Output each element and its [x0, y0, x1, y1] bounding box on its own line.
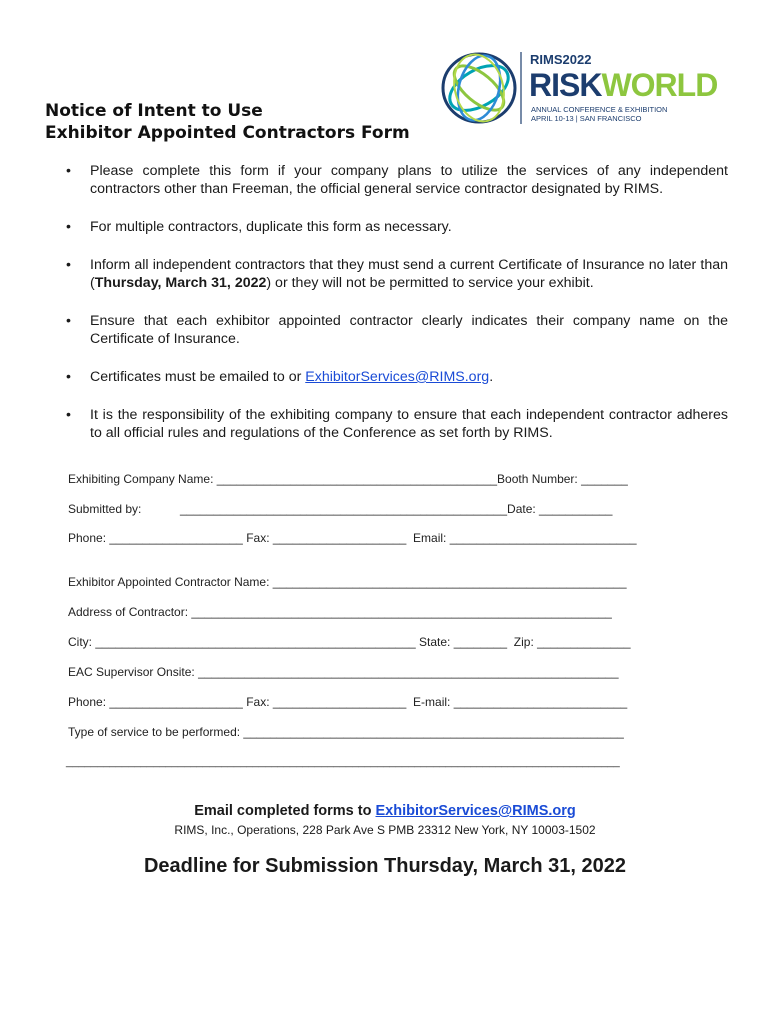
instructions-list	[66, 162, 728, 462]
logo-subtitle: ANNUAL CONFERENCE & EXHIBITION APRIL 10-13 | SAN FRANCISCO	[531, 105, 668, 123]
title-line-2: Exhibitor Appointed Contractors Form	[45, 123, 410, 143]
city-state-zip-row[interactable]: City: ________________________________________________ State: ________ Zip: ______________	[68, 635, 631, 649]
list-item: • Inform all independent contractors that they must send a current Certificate of Insurance no later than (Thursday, March 31, 2022) or they will not be permitted to service your exhibit.	[66, 256, 728, 292]
submitted-by-field[interactable]: _________________________________________________Date: ___________	[180, 502, 613, 516]
rims-2022-label: RIMS2022	[530, 52, 592, 67]
list-item: • Ensure that each exhibitor appointed contractor clearly indicates their company name on the Certificate of Insurance.	[66, 312, 728, 348]
service-extra-line[interactable]: _________________________________________________________________________________________	[66, 756, 620, 768]
riskworld-logo	[441, 48, 741, 128]
submit-email-line: Email completed forms to ExhibitorServices@RIMS.org	[194, 803, 576, 819]
list-item: • Certificates must be emailed to or ExhibitorServices@RIMS.org.	[66, 368, 728, 386]
deadline-heading: Deadline for Submission Thursday, March 31, 2022	[143, 855, 626, 877]
address-field[interactable]: Address of Contractor: _______________________________________________________________	[68, 605, 612, 619]
list-item: • It is the responsibility of the exhibiting company to ensure that each independent contractor adheres to all official rules and regulations of the Conference as set forth by RIMS.	[66, 406, 728, 442]
service-type-field[interactable]: Type of service to be performed: _________________________________________________________	[68, 725, 624, 739]
riskworld-wordmark: RISKWORLD	[529, 67, 718, 103]
supervisor-field[interactable]: EAC Supervisor Onsite: _______________________________________________________________	[68, 665, 619, 679]
page-title	[45, 100, 410, 144]
contractor-contact-row[interactable]: Phone: ____________________ Fax: ____________________ E-mail: __________________________	[68, 695, 628, 709]
list-item: • For multiple contractors, duplicate this form as necessary.	[66, 218, 728, 236]
exhibitor-services-email-link[interactable]: ExhibitorServices@RIMS.org	[305, 369, 490, 385]
eac-name-field[interactable]: Exhibitor Appointed Contractor Name: _____________________________________________________	[68, 575, 627, 589]
submitted-by-label: Submitted by:	[68, 502, 142, 516]
list-item: • Please complete this form if your company plans to utilize the services of any independent contractors other than Freeman, the official general service contractor designated by RIMS.	[66, 162, 728, 198]
mailing-address: RIMS, Inc., Operations, 228 Park Ave S PMB 23312 New York, NY 10003-1502	[174, 823, 596, 837]
contact-row[interactable]: Phone: ____________________ Fax: ____________________ Email: ____________________________	[68, 531, 637, 545]
submit-email-link[interactable]: ExhibitorServices@RIMS.org	[375, 803, 576, 819]
title-line-1: Notice of Intent to Use	[45, 101, 263, 121]
company-name-field[interactable]: Exhibiting Company Name: __________________________________________Booth Number: _______	[68, 472, 628, 486]
